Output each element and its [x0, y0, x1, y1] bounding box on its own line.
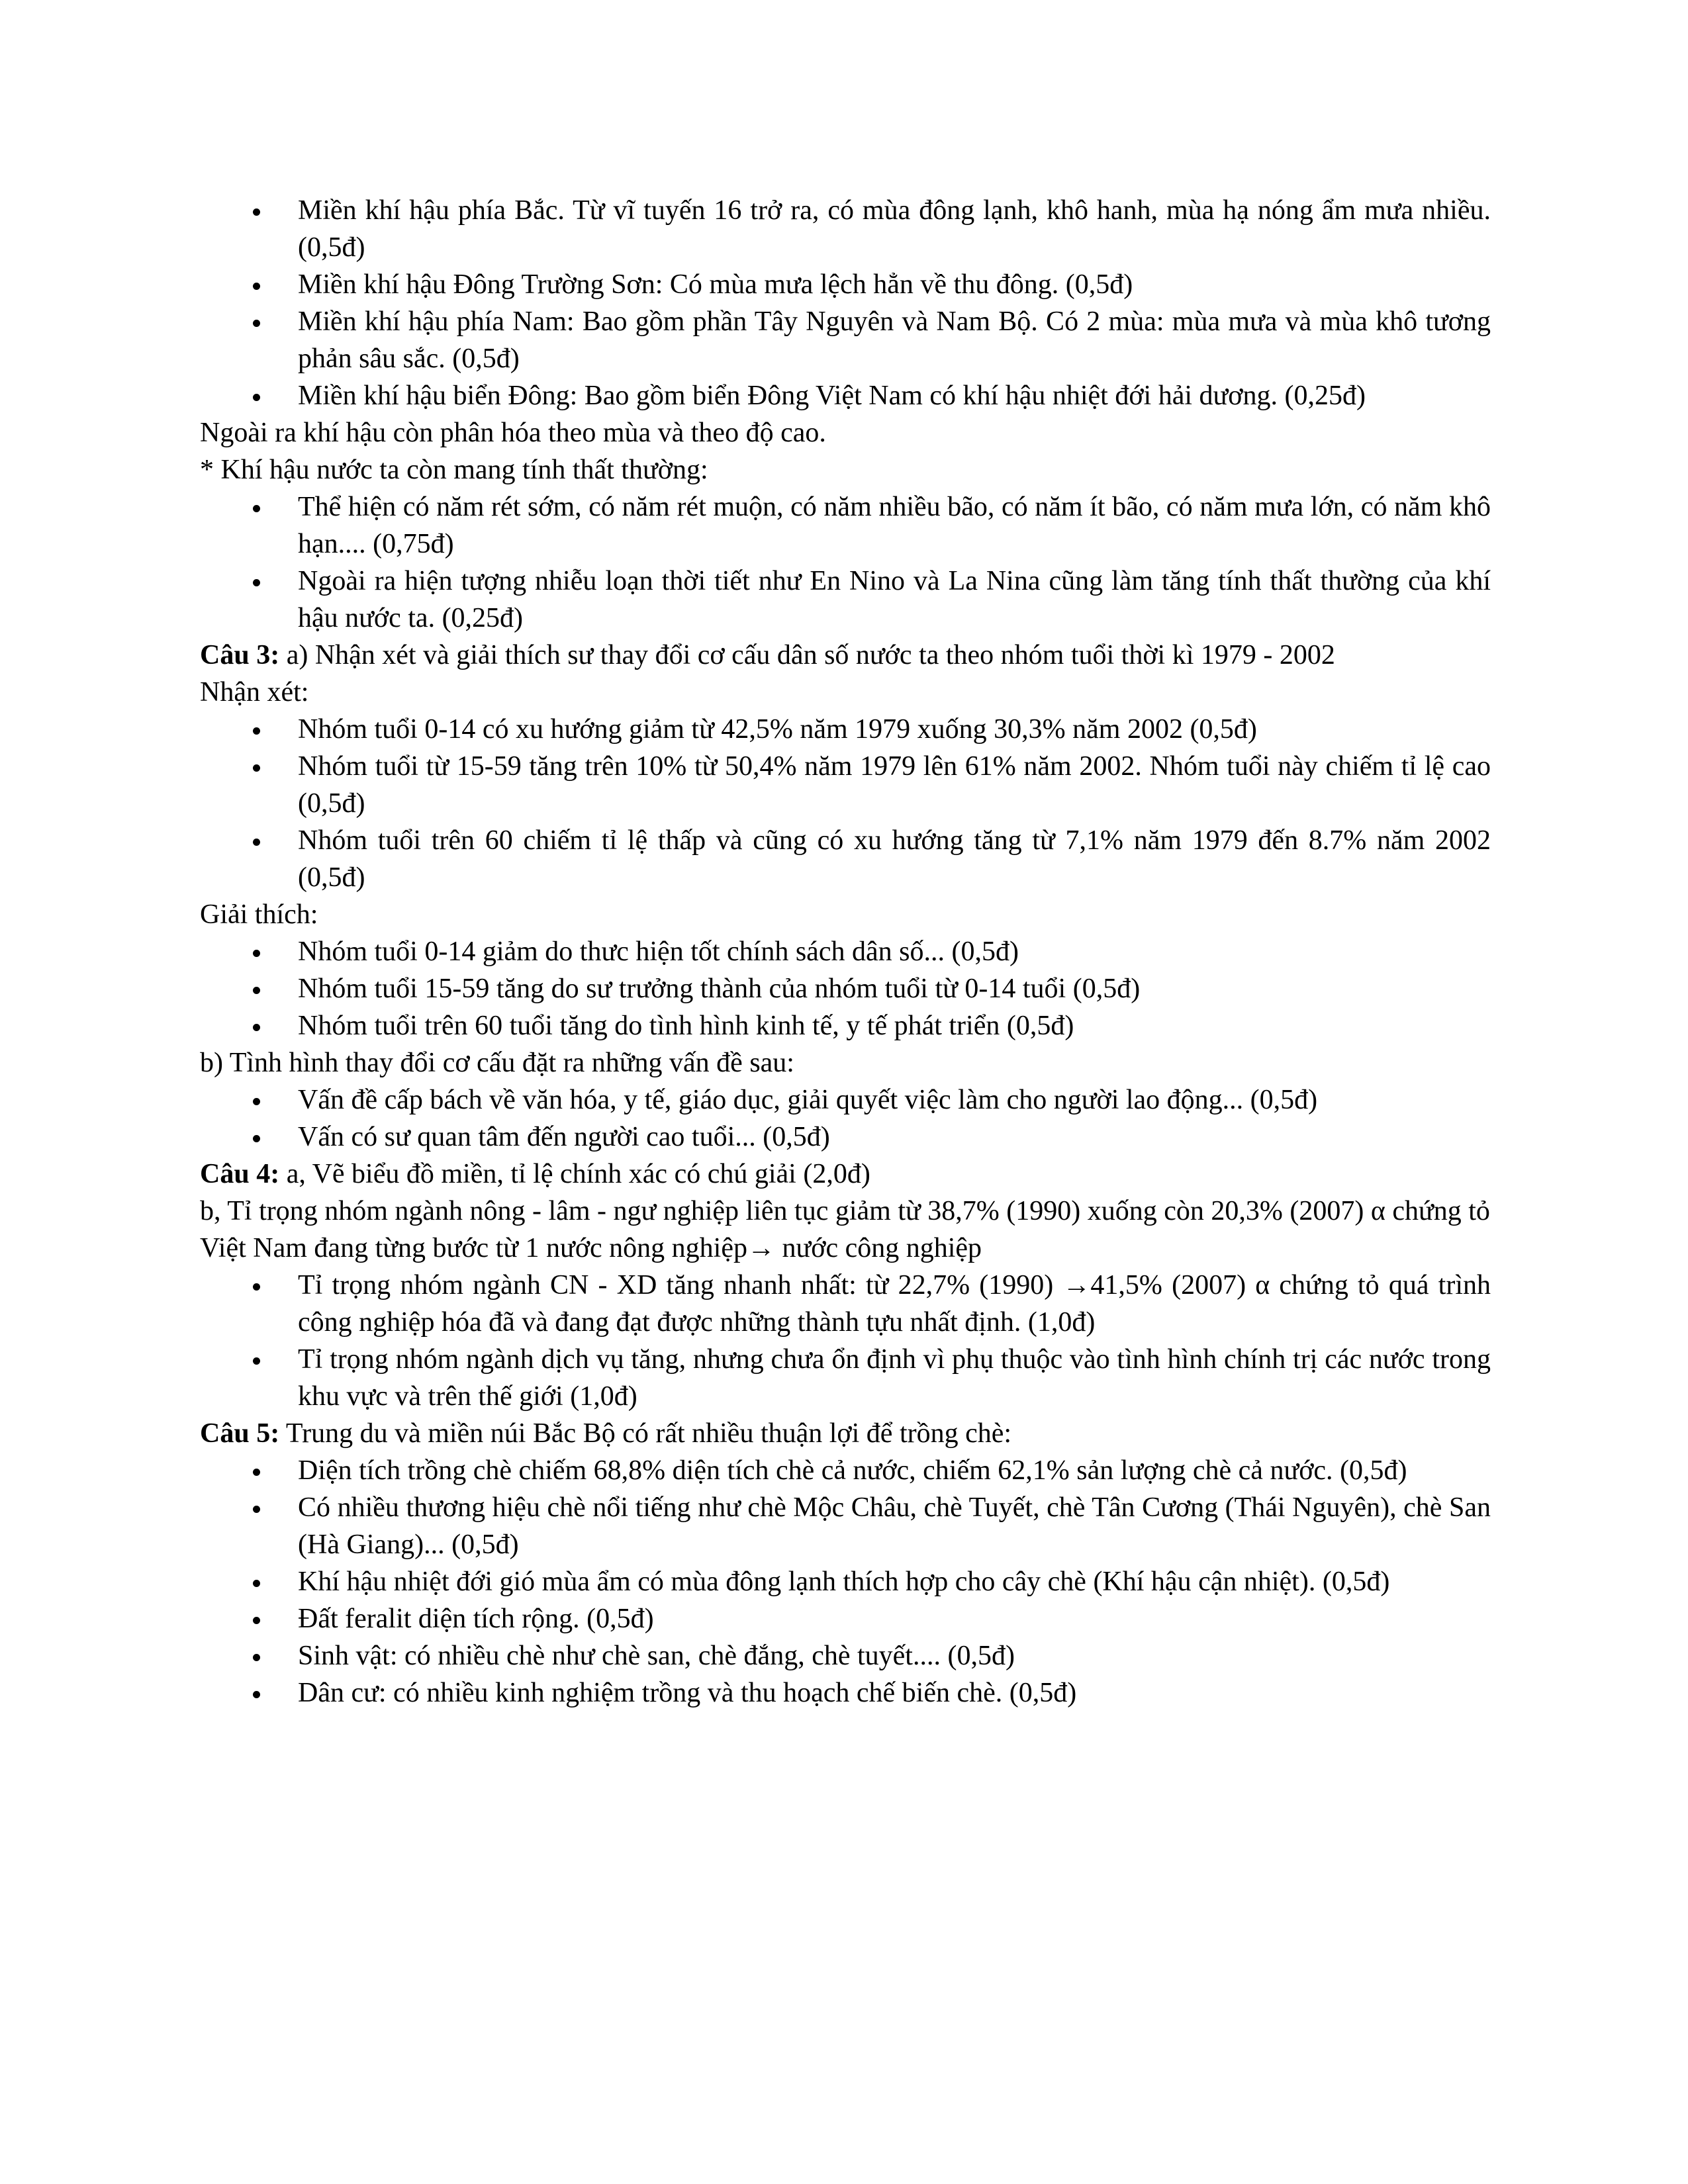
q5-list — [200, 1452, 1491, 1711]
list-item: Sinh vật: có nhiều chè như chè san, chè đắng, chè tuyết.... (0,5đ) — [200, 1637, 1491, 1674]
bullet-icon — [253, 1024, 260, 1031]
bullet-icon — [253, 727, 260, 735]
q3-comment-heading: Nhận xét: — [200, 677, 309, 707]
list-item: Miền khí hậu biển Đông: Bao gồm biển Đông Việt Nam có khí hậu nhiệt đới hải dương. (0,25đ) — [200, 377, 1491, 414]
climate-note: Ngoài ra khí hậu còn phân hóa theo mùa và theo độ cao. — [200, 418, 826, 448]
list-item: Nhóm tuổi từ 15-59 tăng trên 10% từ 50,4% năm 1979 lên 61% năm 2002. Nhóm tuổi này chiếm tỉ lệ cao (0,5đ) — [200, 748, 1491, 822]
question-3-label: Câu 3: — [200, 640, 280, 670]
list-item: Có nhiều thương hiệu chè nổi tiếng như chè Mộc Châu, chè Tuyết, chè Tân Cương (Thái Nguyên), chè San (Hà Giang)... (0,5đ) — [200, 1489, 1491, 1563]
bullet-icon — [253, 579, 260, 586]
bullet-icon — [253, 1469, 260, 1476]
bullet-icon — [253, 1654, 260, 1661]
q4-b-text: b, Tỉ trọng nhóm ngành nông - lâm - ngư nghiệp liên tục giảm từ 38,7% (1990) xuống còn 20,3% (2007) α chứng tỏ Việt Nam đang từng bước từ 1 nước nông nghiệp→ nước công nghiệp — [200, 1196, 1490, 1263]
bullet-icon — [253, 1691, 260, 1698]
q3-comments-list — [200, 711, 1491, 896]
bullet-icon — [253, 839, 260, 846]
bullet-icon — [253, 1617, 260, 1624]
bullet-icon — [253, 505, 260, 512]
list-item: Đất feralit diện tích rộng. (0,5đ) — [200, 1600, 1491, 1637]
q3-b-list — [200, 1081, 1491, 1156]
question-4 — [200, 1156, 1491, 1193]
bullet-icon — [253, 1357, 260, 1365]
q3-explain-heading: Giải thích: — [200, 899, 318, 930]
bullet-icon — [253, 320, 260, 327]
list-item: Miền khí hậu phía Bắc. Từ vĩ tuyến 16 trở ra, có mùa đông lạnh, khô hanh, mùa hạ nóng ẩm mưa nhiều. (0,5đ) — [200, 192, 1491, 266]
list-item: Miền khí hậu Đông Trường Sơn: Có mùa mưa lệch hẳn về thu đông. (0,5đ) — [200, 266, 1491, 303]
bullet-icon — [253, 283, 260, 290]
q3-b-heading: b) Tình hình thay đổi cơ cấu đặt ra những vấn đề sau: — [200, 1048, 794, 1078]
q4-list — [200, 1267, 1491, 1415]
bullet-icon — [253, 394, 260, 401]
question-3 — [200, 637, 1491, 674]
answer-key-content — [200, 192, 1491, 1711]
question-5-label: Câu 5: — [200, 1418, 280, 1449]
list-item: Miền khí hậu phía Nam: Bao gồm phần Tây Nguyên và Nam Bộ. Có 2 mùa: mùa mưa và mùa khô tương phản sâu sắc. (0,5đ) — [200, 303, 1491, 377]
question-4-label: Câu 4: — [200, 1159, 280, 1189]
bullet-icon — [253, 1580, 260, 1587]
bullet-icon — [253, 1283, 260, 1291]
bullet-icon — [253, 950, 260, 957]
climate-regions-list — [200, 192, 1491, 414]
list-item: Nhóm tuổi trên 60 tuổi tăng do tình hình kinh tế, y tế phát triển (0,5đ) — [200, 1007, 1491, 1044]
q3-explains-list — [200, 933, 1491, 1044]
question-3-text: a) Nhận xét và giải thích sư thay đổi cơ cấu dân số nước ta theo nhóm tuổi thời kì 1979 - 2002 — [279, 640, 1335, 670]
list-item: Tỉ trọng nhóm ngành CN - XD tăng nhanh nhất: từ 22,7% (1990) →41,5% (2007) α chứng tỏ quá trình công nghiệp hóa đã và đang đạt được những thành tựu nhất định. (1,0đ) — [200, 1267, 1491, 1341]
list-item: Thể hiện có năm rét sớm, có năm rét muộn, có năm nhiều bão, có năm ít bão, có năm mưa lớn, có năm khô hạn.... (0,75đ) — [200, 488, 1491, 563]
irregular-list — [200, 488, 1491, 637]
list-item: Vấn có sư quan tâm đến người cao tuổi... (0,5đ) — [200, 1118, 1491, 1156]
list-item: Tỉ trọng nhóm ngành dịch vụ tăng, nhưng chưa ổn định vì phụ thuộc vào tình hình chính trị các nước trong khu vực và trên thế giới (1,0đ) — [200, 1341, 1491, 1415]
list-item: Nhóm tuổi trên 60 chiếm tỉ lệ thấp và cũng có xu hướng tăng từ 7,1% năm 1979 đến 8.7% năm 2002 (0,5đ) — [200, 822, 1491, 896]
bullet-icon — [253, 764, 260, 772]
question-4-text: a, Vẽ biểu đồ miền, tỉ lệ chính xác có chú giải (2,0đ) — [279, 1159, 870, 1189]
list-item: Khí hậu nhiệt đới gió mùa ẩm có mùa đông lạnh thích hợp cho cây chè (Khí hậu cận nhiệt). (0,5đ) — [200, 1563, 1491, 1600]
list-item: Nhóm tuổi 0-14 có xu hướng giảm từ 42,5% năm 1979 xuống 30,3% năm 2002 (0,5đ) — [200, 711, 1491, 748]
bullet-icon — [253, 208, 260, 216]
question-5-text: Trung du và miền núi Bắc Bộ có rất nhiều thuận lợi để trồng chè: — [279, 1418, 1012, 1449]
list-item: Diện tích trồng chè chiếm 68,8% diện tích chè cả nước, chiếm 62,1% sản lượng chè cả nước. (0,5đ) — [200, 1452, 1491, 1489]
bullet-icon — [253, 1506, 260, 1513]
list-item: Ngoài ra hiện tượng nhiễu loạn thời tiết như En Nino và La Nina cũng làm tăng tính thất thường của khí hậu nước ta. (0,25đ) — [200, 563, 1491, 637]
list-item: Dân cư: có nhiều kinh nghiệm trồng và thu hoạch chế biến chè. (0,5đ) — [200, 1674, 1491, 1711]
list-item: Nhóm tuổi 15-59 tăng do sư trưởng thành của nhóm tuổi từ 0-14 tuổi (0,5đ) — [200, 970, 1491, 1007]
question-5 — [200, 1415, 1491, 1452]
list-item: Nhóm tuổi 0-14 giảm do thưc hiện tốt chính sách dân số... (0,5đ) — [200, 933, 1491, 970]
bullet-icon — [253, 1135, 260, 1142]
irregular-heading: * Khí hậu nước ta còn mang tính thất thường: — [200, 455, 708, 485]
bullet-icon — [253, 1098, 260, 1105]
bullet-icon — [253, 987, 260, 994]
list-item: Vấn đề cấp bách về văn hóa, y tế, giáo dục, giải quyết việc làm cho người lao động... (0,5đ) — [200, 1081, 1491, 1118]
